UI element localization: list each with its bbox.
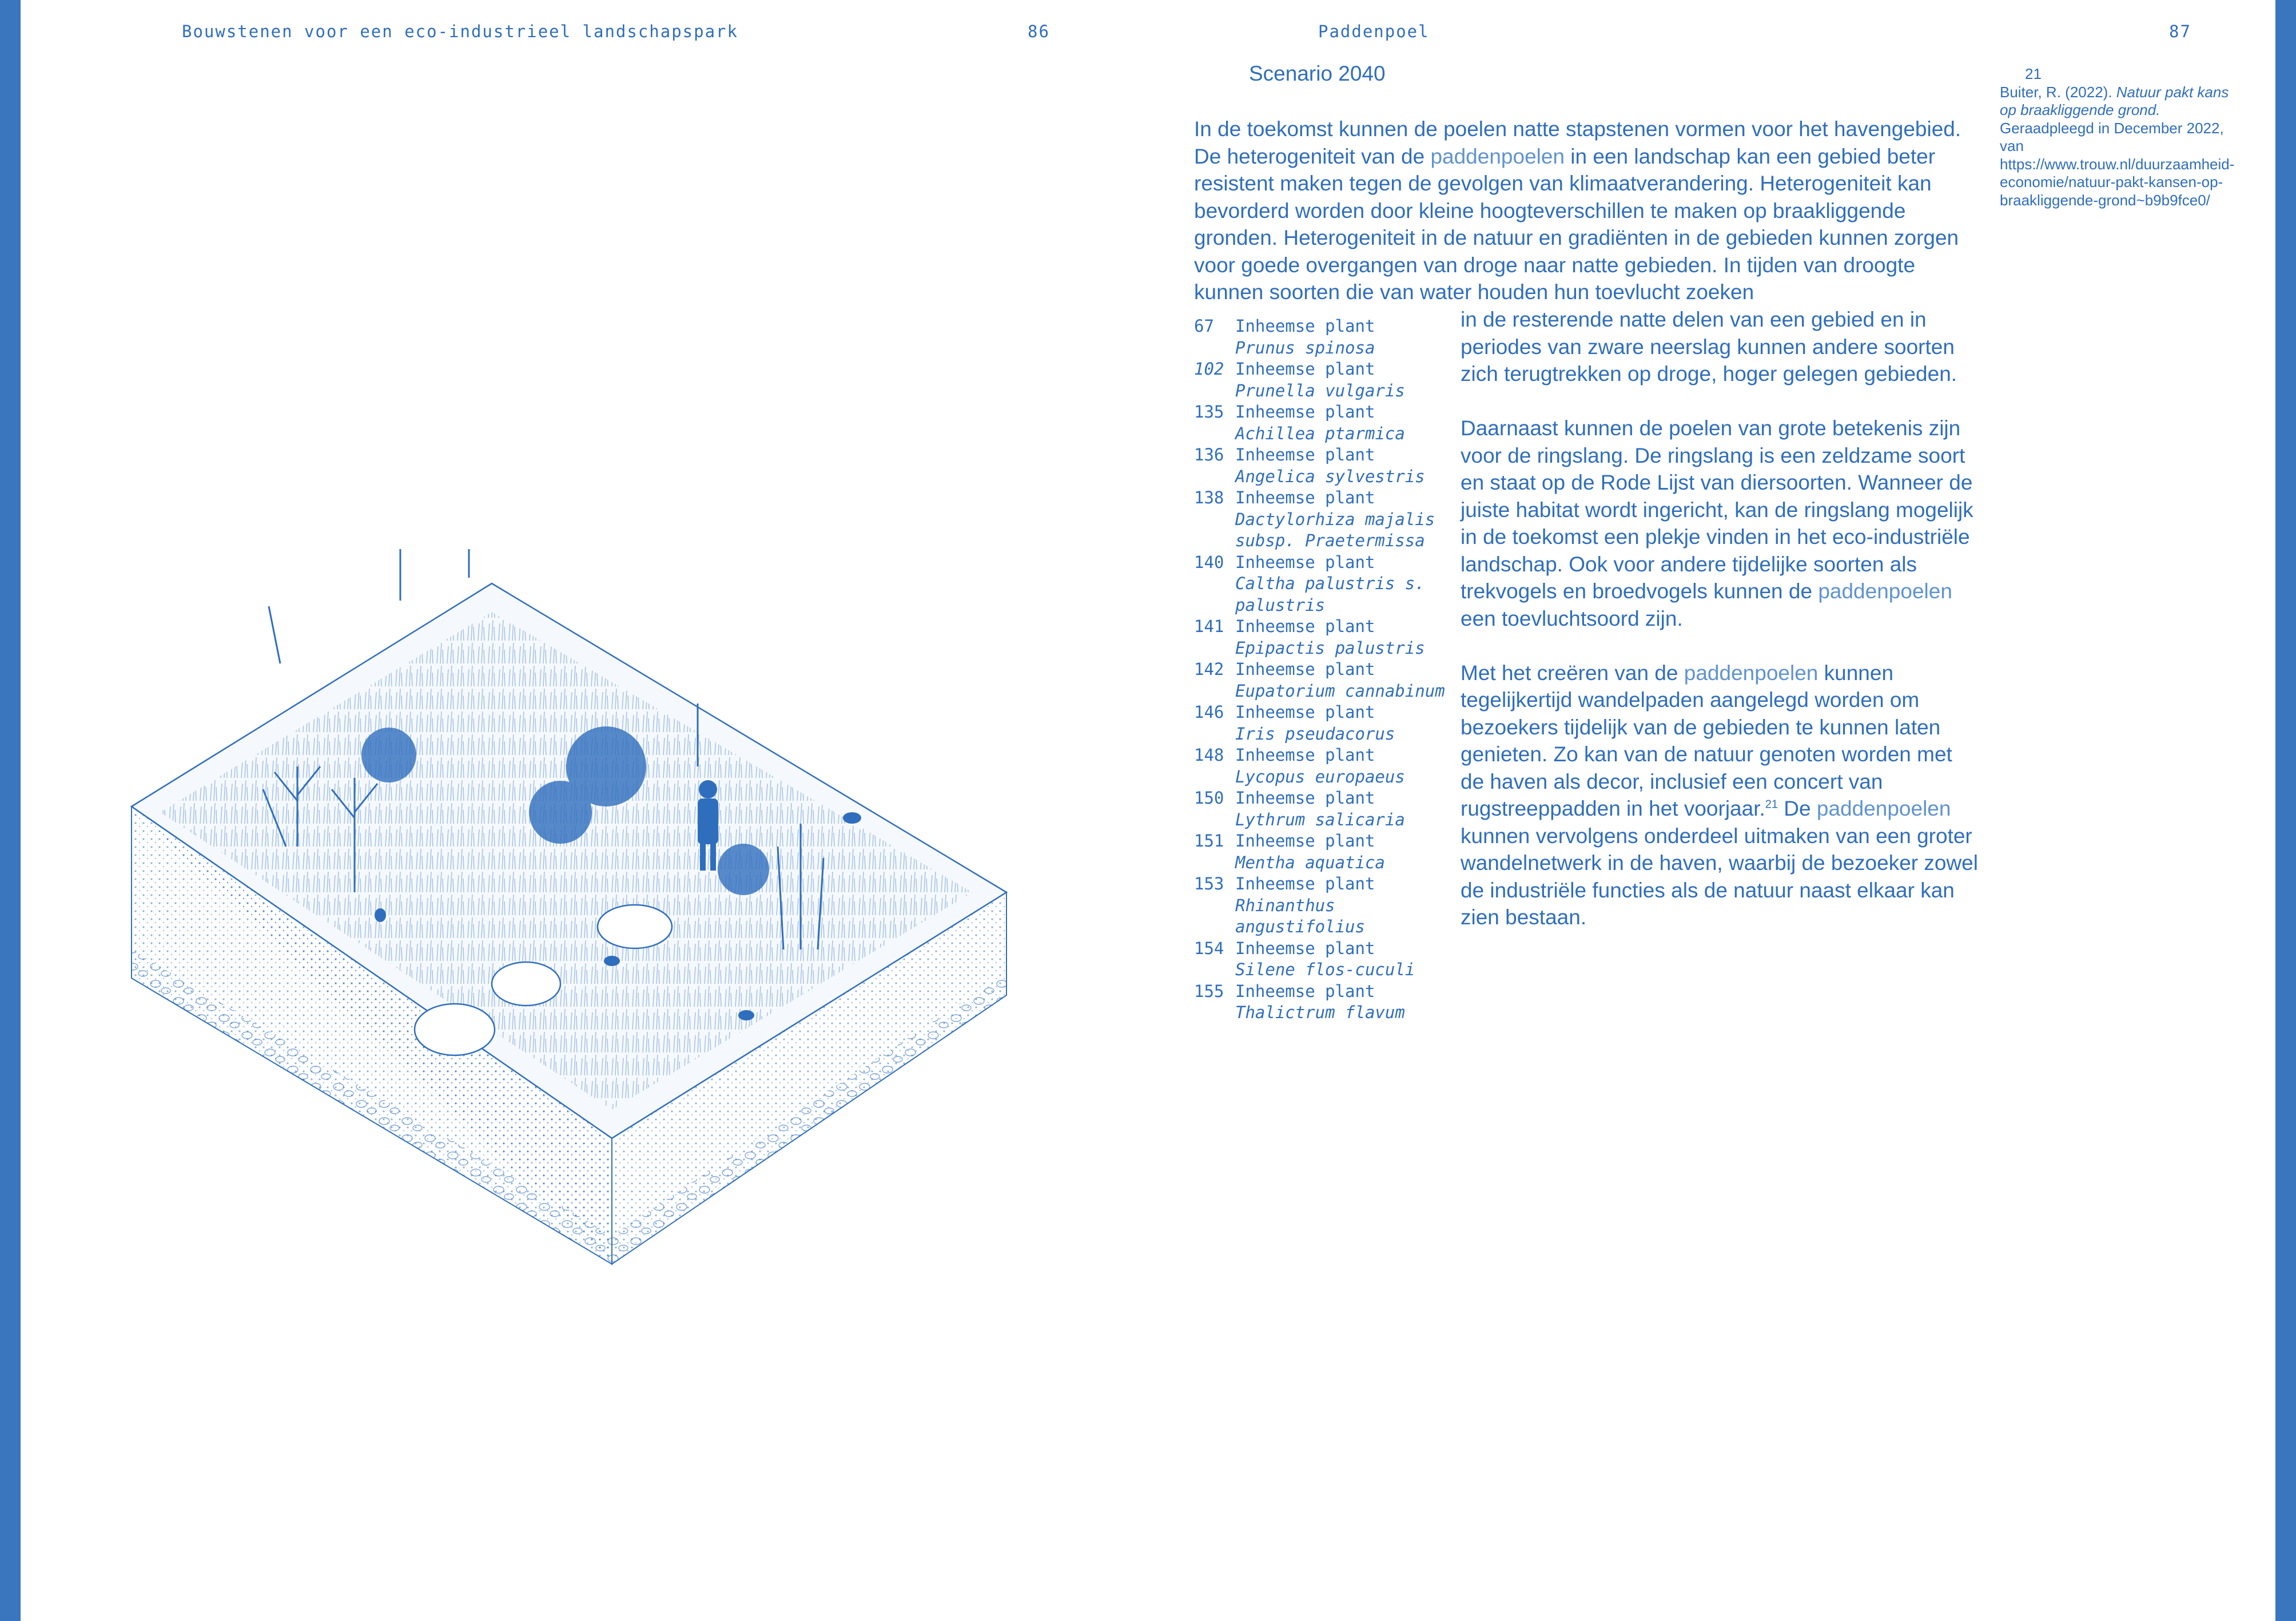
plant-latin-name: Prunus spinosa: [1235, 337, 1375, 357]
body-paragraph-1: in de resterende natte delen van een gebied en in periodes van zware neerslag kunnen andere soorten zich terugtrekken op droge, hoger gelegen gebieden.: [1461, 308, 1957, 386]
running-header-right: Paddenpoel: [1318, 22, 1430, 41]
plant-number: 135: [1194, 402, 1224, 422]
intro-text-a: In de toekomst kunnen de poelen natte stapstenen vormen voor het havengebied. De heterogeniteit van de: [1194, 117, 1961, 168]
plant-latin-name: Prunella vulgaris: [1235, 380, 1405, 400]
footnote-title: Natuur pakt kans op braakliggende grond.: [2000, 83, 2229, 118]
plant-number: 155: [1194, 981, 1224, 1001]
plant-number: 153: [1194, 874, 1224, 893]
body-text: De: [1778, 797, 1817, 820]
plant-latin-name: Iris pseudacorus: [1235, 724, 1395, 744]
plant-latin-name: Mentha aquatica: [1235, 852, 1385, 872]
plant-type: Inheemse plant: [1235, 981, 1375, 1001]
plant-number: 141: [1194, 617, 1224, 636]
plant-number: 140: [1194, 552, 1224, 572]
list-item: [1194, 745, 1451, 788]
plant-type: Inheemse plant: [1235, 359, 1375, 379]
plant-type: Inheemse plant: [1235, 617, 1375, 636]
list-item: [1194, 873, 1451, 938]
body-text: kunnen vervolgens onderdeel uitmaken van een groter wandelnetwerk in de haven, waarbij de bezoeker zowel de industriële functies als de natuur naast elkaar kan zien bestaan.: [1461, 824, 1978, 929]
body-text: Daarnaast kunnen de poelen van grote betekenis zijn voor de ringslang. De ringslang is een zeldzame soort en staat op de Rode Lijst van diersoorten. Wanneer de juiste habitat wordt ingericht, kan de ringslang mogelijk in de toekomst een plekje vinden in het eco-industriële landschap. Ook voor andere tijdelijke soorten als trekvogels en broedvogels kunnen de: [1461, 416, 1973, 603]
list-item: [1194, 402, 1451, 444]
footnote-source: Geraadpleegd in December 2022, van https://www.trouw.nl/duurzaamheid-economie/natuur-pakt-kansen-op-braakliggende-grond~b9b9fce0/: [2000, 119, 2235, 209]
plant-type: Inheemse plant: [1235, 745, 1375, 765]
plant-number: 146: [1194, 702, 1224, 722]
body-highlight: paddenpoelen: [1818, 579, 1952, 603]
body-paragraph-3: [1461, 659, 1978, 931]
body-text: Met het creëren van de: [1461, 661, 1684, 685]
body-highlight: paddenpoelen: [1684, 661, 1819, 685]
page-number-left: 86: [1028, 22, 1050, 41]
list-item: [1194, 981, 1451, 1024]
body-column: [1461, 306, 1978, 958]
plant-latin-name: Lycopus europaeus: [1235, 766, 1405, 786]
intro-paragraph: [1194, 116, 1977, 306]
section-title: Scenario 2040: [1249, 62, 1386, 85]
plant-latin-name: Achillea ptarmica: [1235, 423, 1405, 443]
plant-number: 154: [1194, 938, 1224, 958]
list-item: [1194, 788, 1451, 831]
plant-number: 67: [1194, 316, 1214, 336]
body-text: een toevluchtsoord zijn.: [1461, 606, 1683, 630]
plant-type: Inheemse plant: [1235, 788, 1375, 808]
plant-number: 102: [1194, 359, 1224, 379]
plant-type: Inheemse plant: [1235, 831, 1375, 851]
plant-type: Inheemse plant: [1235, 488, 1375, 507]
plant-latin-name: Dactylorhiza majalis subsp. Praetermissa: [1235, 509, 1435, 550]
page-number-right: 87: [2169, 22, 2191, 41]
plant-number: 148: [1194, 745, 1224, 765]
body-highlight: paddenpoelen: [1816, 797, 1951, 820]
list-item: [1194, 659, 1451, 702]
plant-type: Inheemse plant: [1235, 402, 1375, 422]
running-header-left: Bouwstenen voor een eco-industrieel landschapspark: [182, 22, 738, 41]
plant-number: 136: [1194, 445, 1224, 464]
footnote-reference[interactable]: 21: [1765, 798, 1778, 811]
list-item: [1194, 831, 1451, 873]
plant-type: Inheemse plant: [1235, 874, 1375, 893]
footnote-number: 21: [2025, 65, 2042, 82]
footnote-author: Buiter, R. (2022).: [2000, 83, 2116, 101]
plant-latin-name: Angelica sylvestris: [1235, 466, 1425, 486]
plant-type: Inheemse plant: [1235, 938, 1375, 958]
plant-latin-name: Rhinanthus angustifolius: [1235, 895, 1365, 936]
plant-type: Inheemse plant: [1235, 445, 1375, 464]
body-paragraph-2: [1461, 415, 1978, 632]
plant-type: Inheemse plant: [1235, 552, 1375, 572]
plant-latin-name: Eupatorium cannabinum: [1235, 681, 1445, 701]
plant-number: 138: [1194, 488, 1224, 507]
list-item: [1194, 702, 1451, 745]
list-item: [1194, 487, 1451, 552]
right-page-edge: [2275, 0, 2296, 1621]
intro-text-b: in een landschap kan een gebied beter resistent maken tegen de gevolgen van klimaatverandering. Heterogeniteit kan bevorderd worden door kleine hoogteverschillen te maken op braakliggende gronden. Heterogeniteit in de natuur en gradiënten in de gebieden kunnen zorgen voor goede overgangen van droge naar natte gebieden. In tijden van droogte kunnen soorten die van water houden hun toevlucht zoeken: [1194, 144, 1959, 304]
plant-number: 150: [1194, 788, 1224, 808]
body-text: kunnen tegelijkertijd wandelpaden aangelegd worden om bezoekers tijdelijk van de gebieden te kunnen laten genieten. Zo kan van de natuur genoten worden met de haven als decor, inclusief een concert van rugstreeppadden in het voorjaar.: [1461, 661, 1952, 820]
list-item: [1194, 316, 1451, 359]
list-item: [1194, 359, 1451, 402]
plant-latin-name: Lythrum salicaria: [1235, 809, 1405, 829]
plant-number: 142: [1194, 659, 1224, 679]
plant-latin-name: Silene flos-cuculi: [1235, 960, 1415, 979]
plant-latin-name: Epipactis palustris: [1235, 638, 1425, 658]
isometric-pond-landscape-drawing: [126, 549, 1041, 1287]
plant-type: Inheemse plant: [1235, 316, 1375, 336]
plant-latin-name: Caltha palustris s. palustris: [1235, 574, 1425, 615]
left-page-edge: [0, 0, 21, 1621]
plant-species-list: [1194, 316, 1451, 1024]
list-item: [1194, 938, 1451, 981]
footnote: [2000, 65, 2246, 209]
plant-type: Inheemse plant: [1235, 659, 1375, 679]
plant-latin-name: Thalictrum flavum: [1235, 1003, 1405, 1022]
list-item: [1194, 616, 1451, 659]
plant-type: Inheemse plant: [1235, 702, 1375, 722]
plant-number: 151: [1194, 831, 1224, 851]
intro-highlight: paddenpoelen: [1430, 144, 1565, 168]
list-item: [1194, 444, 1451, 487]
list-item: [1194, 552, 1451, 617]
